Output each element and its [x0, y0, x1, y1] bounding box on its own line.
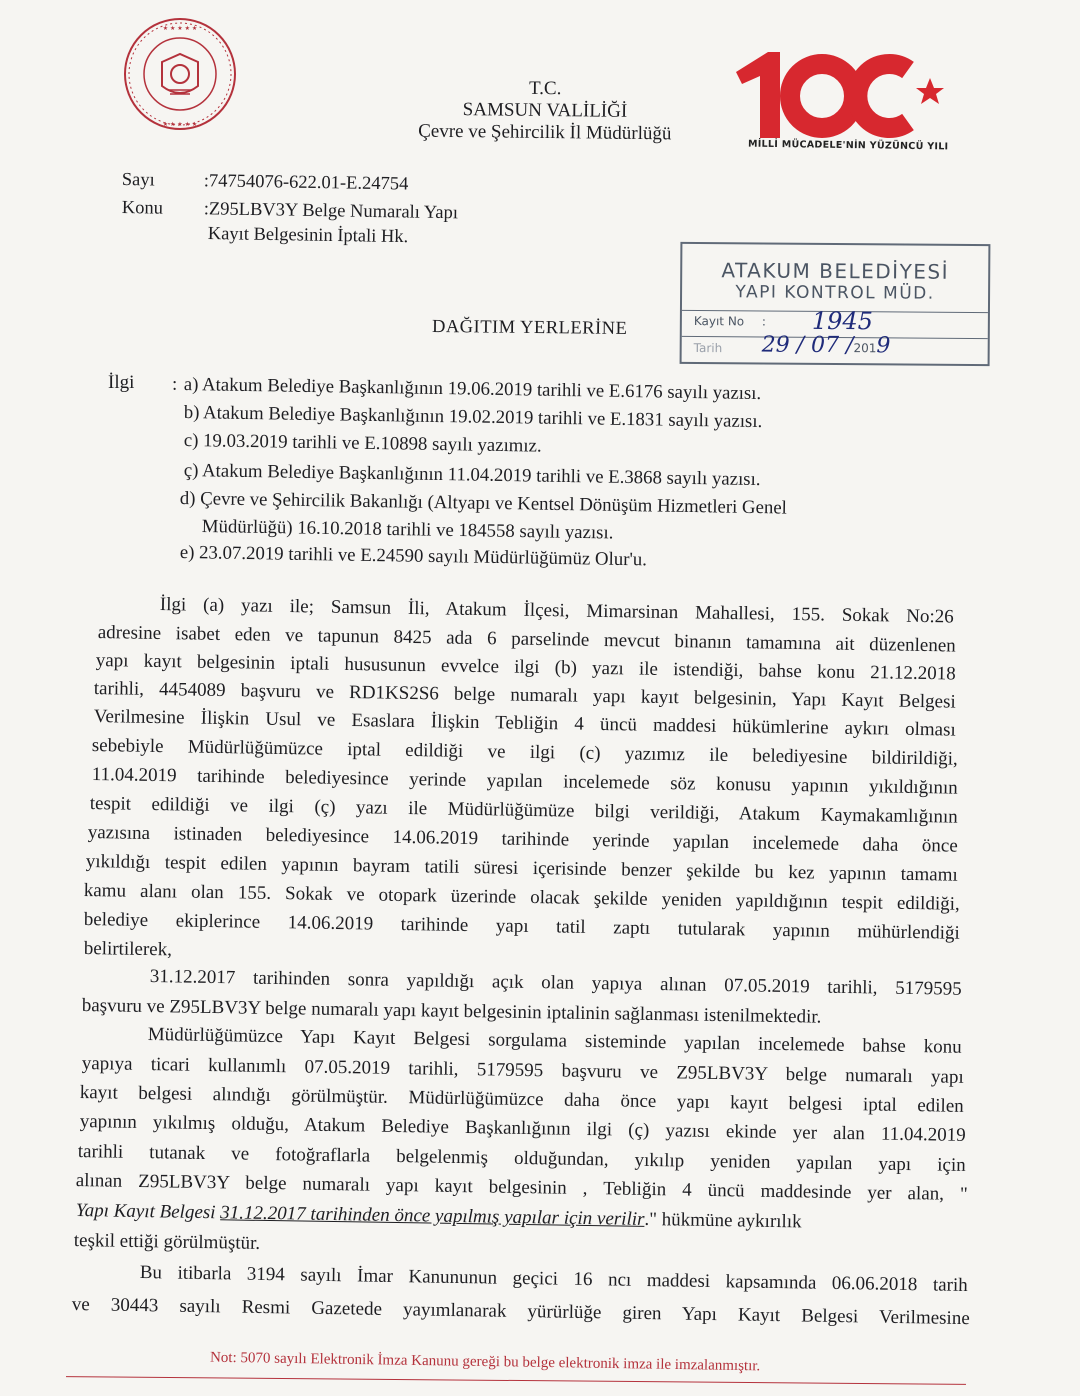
ilgi-item: d) Çevre ve Şehircilik Bakanlığı (Altyapı ve Kentsel Dönüşüm Hizmetleri Genel — [179, 488, 788, 519]
sayi-label: Sayı — [121, 169, 155, 191]
body-line: adresine isabet eden ve tapunun 8425 ada 6 parselinde mevcut binanın tamamına ait düzenlenen — [97, 622, 956, 657]
sayi-value: :74754076-622.01-E.24754 — [203, 171, 409, 195]
body-line: Bu itibarla 3194 sayılı İmar Kanununun geçici 16 ncı maddesi kapsamında 06.06.2018 tarih — [139, 1262, 968, 1297]
body-line: sebebiyle Müdürlüğümüzce iptal edildiği ve ilgi (c) yazımız ile belediyesine bildirildiği, — [91, 735, 958, 770]
letterhead-valilik: SAMSUN VALİLİĞİ — [462, 99, 628, 122]
body-line: belirtilerek, — [83, 938, 173, 961]
stamp-kayit-label: Kayıt No — [693, 314, 745, 329]
body-line: yapının yıkılmış olduğu, Atakum Belediye Başkanlığının ilgi (ç) yazısı ekinde yer alan 11.04.2019 — [79, 1111, 966, 1146]
body-line: 11.04.2019 tarihinde belediyesince yerinde yapılan incelemede söz konusu yapının yıkıldığının — [91, 764, 958, 799]
ilgi-item: b) Atakum Belediye Başkanlığının 19.02.2019 tarihli ve E.1831 sayılı yazısı. — [183, 402, 763, 433]
quote-tail: ." hükmüne aykırılık — [644, 1208, 802, 1233]
konu-label: Konu — [121, 197, 164, 219]
body-line: yıkıldığı tespit edilen yapının bayram tatili süresi içerisinde benzer şekilde bu kez yapının tamamı — [85, 851, 958, 886]
ilgi-item: e) 23.07.2019 tarihli ve E.24590 sayılı Müdürlüğümüz Olur'u. — [179, 542, 648, 571]
quote-text: Yapı Kayıt Belgesi — [75, 1200, 221, 1224]
letterhead-mudurluk: Çevre ve Şehircilik İl Müdürlüğü — [418, 120, 672, 145]
body-line: belediye ekiplerince 14.06.2019 tarihinde yapı tatil zaptı tutularak yapının mühürlendiği — [83, 909, 960, 944]
body-line: yapıya ticari kullanımlı 07.05.2019 tarihli, 5179595 başvuru ve Z95LBV3Y belge numaralı yapı — [81, 1053, 964, 1088]
e-signature-note: Not: 5070 sayılı Elektronik İmza Kanunu gereği bu belge elektronik imza ile imzalanmıştır. — [209, 1349, 761, 1375]
distribution-heading: DAĞITIM YERLERİNE — [431, 316, 628, 340]
body-line: Müdürlüğümüzce Yapı Kayıt Belgesi sorgulama sisteminde yapılan incelemede bahse konu — [147, 1024, 962, 1058]
body-line: kayıt belgesi alındığı görülmüştür. Müdürlüğümüzce daha önce yapı kayıt belgesi iptal edilen — [79, 1082, 964, 1117]
stamp-kayit-value: 1945 — [811, 306, 874, 336]
body-quote-line — [76, 1200, 802, 1233]
konu-value-2: Kayıt Belgesinin İptali Hk. — [207, 223, 409, 248]
svg-text:★ ★ ★ ★ ★: ★ ★ ★ ★ ★ — [162, 25, 198, 32]
body-line: kamu alanı olan 155. Sokak ve otopark üzerinde olacak şekilde yeniden yapıldığının tespit edildiği, — [83, 880, 960, 915]
body-line: teşkil ettiği görülmüştür. — [73, 1230, 261, 1254]
stamp-subtitle: YAPI KONTROL MÜD. — [735, 282, 935, 304]
ilgi-item: Müdürlüğü) 16.10.2018 tarihli ve 184558 sayılı yazısı. — [201, 516, 614, 544]
footer-divider — [66, 1376, 966, 1385]
centenary-subtitle: MİLLİ MÜCADELE'NİN YÜZÜNCÜ YILI — [747, 138, 949, 153]
konu-row-2 — [208, 222, 409, 249]
body-line: yapı kayıt belgesinin iptali hususunun evvelce ilgi (b) yazı ile istendiği, bahse konu 21.12.2018 — [95, 650, 956, 685]
ilgi-item: c) 19.03.2019 tarihli ve E.10898 sayılı yazımız. — [183, 430, 542, 457]
body-line: tarihli tutanak ve fotoğraflarla belgelenmiş olduğundan, yıkılıp yeniden yapılan yapı için — [77, 1141, 966, 1176]
ilgi-colon: : — [172, 374, 178, 395]
stamp-title: ATAKUM BELEDİYESİ — [721, 258, 950, 284]
body-line: tespit edildiği ve ilgi (ç) yazı ile Müdürlüğümüze bilgi verildiği, Atakum Kaymakamlığının — [89, 793, 958, 828]
stamp-tarih-year-print: 201 — [853, 341, 877, 356]
letterhead-tc: T.C. — [528, 77, 562, 100]
body-line: tarihli, 4454089 başvuru ve RD1KS2S6 belge numaralı yapı kayıt belgesinin, Yapı Kayıt Belgesi — [93, 678, 956, 713]
stamp-tarih-label: Tarih — [693, 341, 723, 356]
body-line: ve 30443 sayılı Resmi Gazetede yayımlanarak yürürlüğe giren Yapı Kayıt Belgesi Verilmesine — [71, 1294, 970, 1330]
konu-value: :Z95LBV3Y Belge Numaralı Yapı — [203, 199, 459, 224]
quote-underlined: 31.12.2017 tarihinden önce yapılmış yapılar için verilir — [220, 1202, 645, 1230]
body-line: 31.12.2017 tarihinden sonra yapıldığı açık olan yapıya alınan 07.05.2019 tarihli, 5179595 — [149, 966, 962, 1000]
svg-text:★ ★ ★ ★ ★: ★ ★ ★ ★ ★ — [162, 121, 198, 128]
ilgi-label: İlgi — [108, 372, 135, 393]
stamp-tarih-year-hand: 9 — [876, 333, 891, 359]
ilgi-item: ç) Atakum Belediye Başkanlığının 11.04.2019 tarihli ve E.3868 sayılı yazısı. — [183, 460, 761, 491]
body-line: İlgi (a) yazı ile; Samsun İli, Atakum İlçesi, Mimarsinan Mahallesi, 155. Sokak No:26 — [159, 594, 954, 628]
body-line: yazısına istinaden belediyesince 14.06.2019 tarihinde yerinde yapılan incelemede daha önce — [87, 822, 958, 857]
stamp-tarih-value — [762, 332, 891, 358]
ministry-seal-icon — [122, 16, 238, 132]
body-line: başvuru ve Z95LBV3Y belge numaralı yapı kayıt belgesinin iptalinin sağlanması istenilmektedir. — [81, 995, 822, 1028]
stamp-tarih-handwritten: 29 / 07 / — [761, 332, 854, 359]
registration-stamp — [680, 242, 991, 366]
body-line: alınan Z95LBV3Y belge numaralı yapı kayıt belgesinin , Tebliğin 4 üncü maddesinde yer alan, " — [75, 1170, 968, 1206]
stamp-kayit-colon: : — [761, 314, 766, 329]
letterhead — [380, 76, 711, 145]
ilgi-item: a) Atakum Belediye Başkanlığının 19.06.2019 tarihli ve E.6176 sayılı yazısı. — [183, 374, 762, 405]
body-line: Verilmesine İlişkin Usul ve Esaslara İlişkin Tebliğin 4 üncü maddesi hükümlerine aykırı olması — [93, 706, 956, 741]
